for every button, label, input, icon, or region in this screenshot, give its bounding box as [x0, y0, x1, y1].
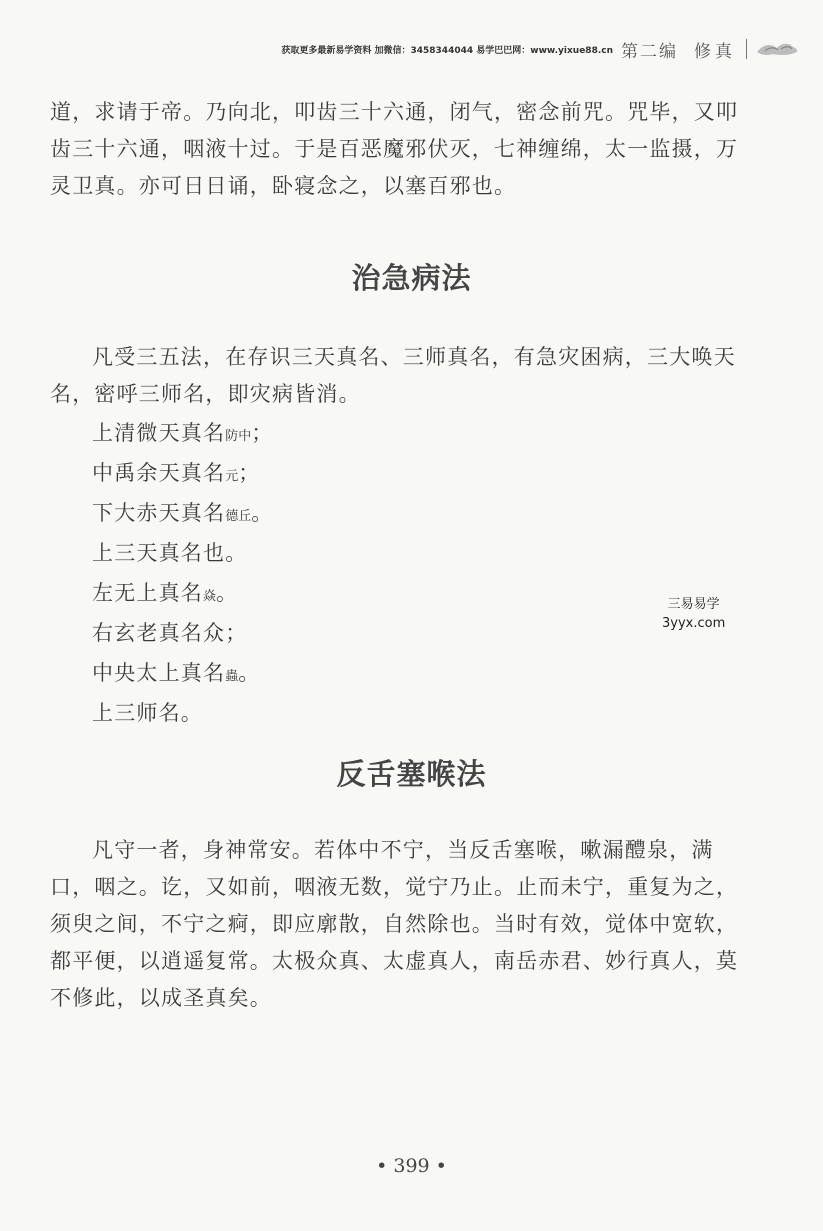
- list-item: 中央太上真名蟲。: [92, 661, 261, 685]
- site-watermark: [662, 595, 725, 633]
- list-item: 左无上真名焱。: [92, 581, 239, 605]
- section2-body: [50, 832, 746, 1017]
- cloud-ornament-icon: [755, 40, 799, 58]
- list-item: 上清微天真名防中；: [92, 421, 274, 445]
- section1-body: [50, 339, 746, 735]
- intro-block: [50, 94, 746, 205]
- page-number: • 399 •: [376, 1155, 447, 1177]
- list-item: 下大赤天真名德丘。: [92, 501, 274, 525]
- section-name: 修真: [694, 41, 736, 62]
- section-title-2: 反舌塞喉法: [336, 757, 487, 791]
- page-header: [281, 36, 799, 62]
- header-divider: [746, 39, 747, 59]
- section2-paragraph: 凡守一者，身神常安。若体中不宁，当反舌塞喉，嗽漏醴泉，满口，咽之。讫，又如前，咽液无数，觉宁乃止。止而未宁，重复为之，须臾之间，不宁之痾，即应廓散，自然除也。当时有效，觉体中宽软，都平便，以逍遥复常。太极众真、太虚真人，南岳赤君、妙行真人，莫不修此，以成圣真矣。: [50, 838, 739, 1010]
- list-item: 上三天真名也。: [92, 541, 248, 565]
- watermark-line-2: 3yyx.com: [662, 616, 726, 631]
- section-title-1: 治急病法: [351, 261, 472, 295]
- true-names-list: [50, 415, 746, 735]
- watermark-line-1: 三易易学: [667, 597, 720, 612]
- intro-paragraph: 道，求请于帝。乃向北，叩齿三十六通，闭气，密念前咒。咒毕，又叩齿三十六通，咽液十过。于是百恶魔邪伏灭，七神缠绵，太一监摄，万灵卫真。亦可日日诵，卧寝念之，以塞百邪也。: [50, 100, 739, 198]
- section-tag: 第二编: [621, 41, 678, 62]
- list-item: 右玄老真名众；: [92, 621, 248, 645]
- list-item: 中禹余天真名元；: [92, 461, 261, 485]
- section1-intro: 凡受三五法，在存识三天真名、三师真名，有急灾困病，三大唤天名，密呼三师名，即灾病皆消。: [50, 345, 736, 406]
- promo-text: 获取更多最新易学资料 加微信：3458344044 易学巴巴网：www.yixue88.cn: [281, 45, 613, 56]
- list-item: 上三师名。: [92, 701, 203, 725]
